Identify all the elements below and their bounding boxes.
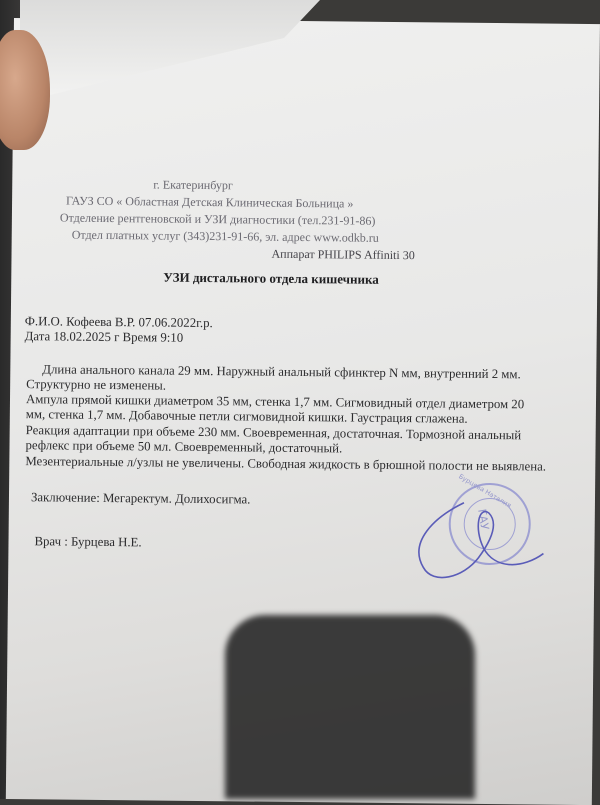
signature xyxy=(403,497,554,594)
document-title: УЗИ дистального отдела кишечника xyxy=(163,269,379,287)
header-hospital: ГАУЗ СО « Областная Детская Клиническая Больница » xyxy=(66,193,354,211)
body-line: рефлекс при объеме 50 мл. Своевременный, достаточный. xyxy=(25,438,343,456)
patient-name: Ф.И.О. Кофеева В.Р. 07.06.2022г.р. xyxy=(24,314,213,331)
doctor-name: Врач : Бурцева Н.Е. xyxy=(34,534,142,550)
body-line: Мезентериальные л/узлы не увеличены. Свободная жидкость в брюшной полости не выявлена. xyxy=(25,454,547,474)
header-department: Отделение рентгеновской и УЗИ диагностики (тел.231-91-86) xyxy=(59,210,376,228)
stamp-center-text: ГАУ xyxy=(475,508,492,531)
signature-stroke xyxy=(419,502,544,578)
body-line: Ампула прямой кишки диаметром 35 мм, стенка 1,7 мм. Сигмовидный отдел диаметром 20 xyxy=(25,392,525,412)
exam-date: Дата 18.02.2025 г Время 9:10 xyxy=(24,329,184,345)
conclusion: Заключение: Мегаректум. Долихосигма. xyxy=(30,490,251,507)
body-line: Реакция адаптации при объеме 230 мм. Своевременная, достаточная. Тормозной анальный xyxy=(25,423,522,443)
body-line: Длина анального канала 29 мм. Наружный анальный сфинктер N мм, внутренний 2 мм. xyxy=(42,362,521,382)
stamp-ring-text: Бурцева Наталия xyxy=(457,472,513,510)
phone-shadow xyxy=(225,615,475,799)
header-device: Аппарат PHILIPS Affiniti 30 xyxy=(271,246,415,263)
body-line: Структурно не изменены. xyxy=(26,377,167,393)
body-line: мм, стенка 1,7 мм. Добавочные петли сигмовидной кишки. Гаустрация сглажена. xyxy=(25,407,468,426)
header-paid-services: Отдел платных услуг (343)231-91-66, эл. адрес www.odkb.ru xyxy=(71,227,379,245)
header-city: г. Екатеринбург xyxy=(153,177,233,193)
